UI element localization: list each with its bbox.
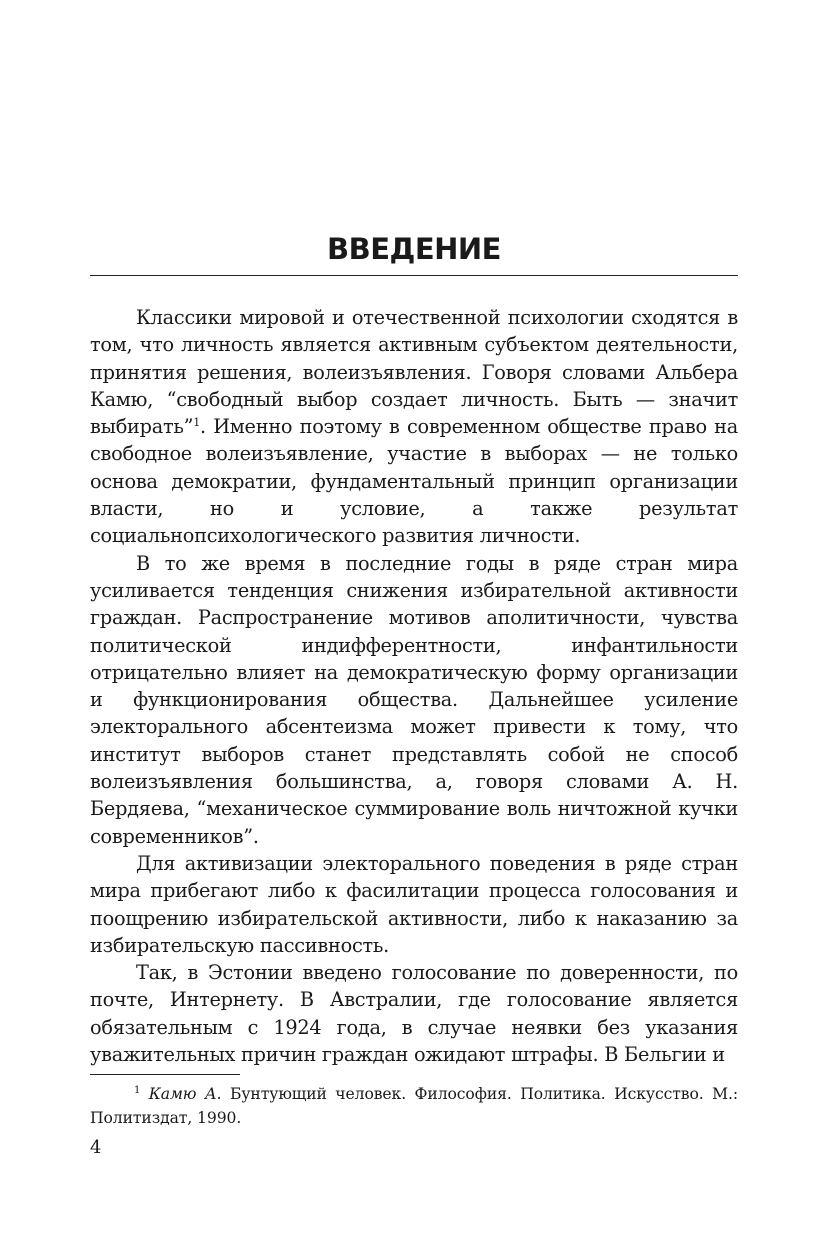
paragraph-1-part-a: Классики мировой и отечественной психологии сходятся в том, что личность является активным субъектом деятельности, принятия решения, волеизъявления. Говоря словами Альбера Камю, “свободный выбор создает личность. Быть — значит выбирать” xyxy=(90,306,738,439)
footnote-divider xyxy=(90,1074,240,1075)
footnote-text: Бунтующий человек. Философия. Политика. Искусство. М.: Политиздат, 1990. xyxy=(90,1085,738,1127)
paragraph-1-part-b: . Именно поэтому в современном обществе право на свободное волеизъявление, участие в выборах — не только основа демократии, фундаментальный принцип организации власти, но и условие, а также результат социальнопсихологического развития личности. xyxy=(90,415,738,548)
paragraph-2: В то же время в последние годы в ряде стран мира усиливается тенденция снижения избирательной активности граждан. Распространение мотивов аполитичности, чувства политической индифферентности, инфантильности отрицательно влияет на демократическую форму организации и функционирования общества. Дальнейшее усиление электорального абсентеизма может привести к тому, что институт выборов станет представлять собой не способ волеизъявления большинства, а, говоря словами А. Н. Бердяева, “механическое суммирование воль ничтожной кучки современников”. xyxy=(90,551,738,848)
paragraph-4: Так, в Эстонии введено голосование по доверенности, по почте, Интернету. В Австралии, где голосование является обязательным с 1924 года, в случае неявки без указания уважительных причин граждан ожидают штрафы. В Бельгии и xyxy=(90,961,738,1067)
main-text xyxy=(90,304,738,1068)
footnote-mark: 1 xyxy=(134,1085,141,1096)
book-page xyxy=(90,0,738,1240)
title-divider xyxy=(90,275,738,276)
paragraph-3: Для активизации электорального поведения в ряде стран мира прибегают либо к фасилитации процесса голосования и поощрению избирательской активности, либо к наказанию за избирательскую пассивность. xyxy=(90,851,738,957)
footnote-author: Камю А. xyxy=(148,1085,222,1103)
chapter-title: ВВЕДЕНИЕ xyxy=(326,232,501,266)
footnote-reference[interactable]: 1 xyxy=(193,416,201,430)
page-number: 4 xyxy=(90,1137,102,1158)
footnote xyxy=(90,1082,738,1130)
paragraph-1 xyxy=(90,304,738,550)
